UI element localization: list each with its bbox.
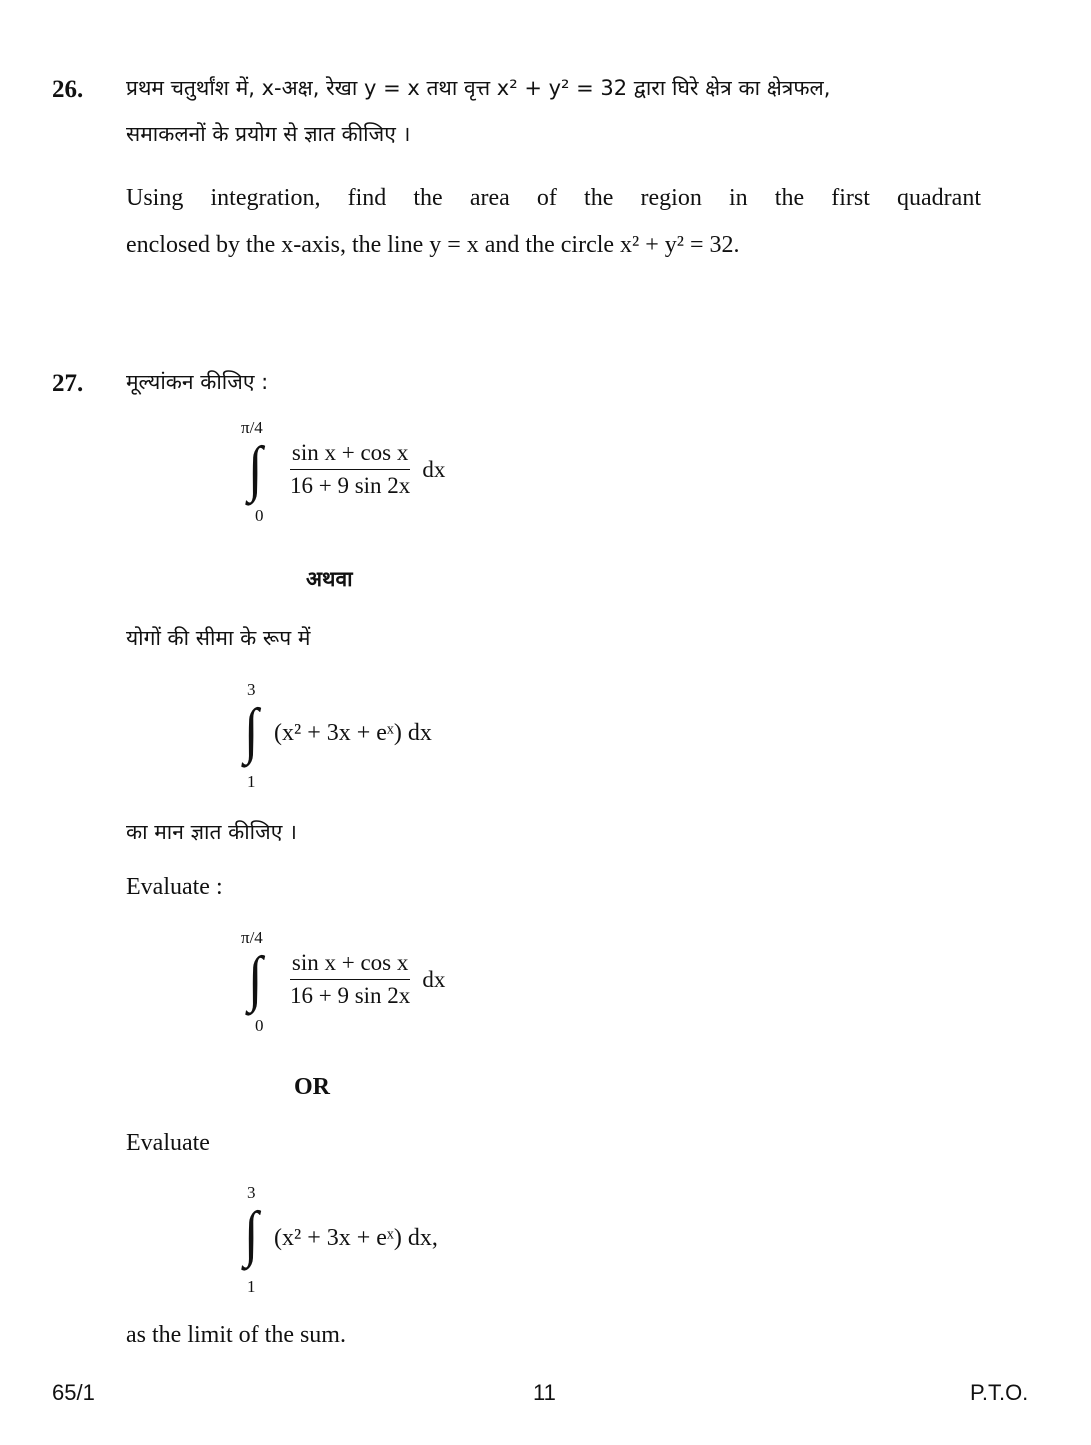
integral-upper-limit: π/4	[241, 928, 263, 947]
integral-sign: ∫	[244, 697, 259, 765]
q27-hindi-limit-sum: योगों की सीमा के रूप में	[126, 626, 311, 650]
paper-code: 65/1	[52, 1380, 95, 1405]
differential: dx	[422, 966, 446, 992]
q26-english-line1: Using integration, find the area of the region in the first quadrant	[126, 185, 981, 211]
q27-english-limit-sum: as the limit of the sum.	[126, 1322, 346, 1348]
integral-expression-2	[240, 680, 500, 795]
question-number-26: 26.	[52, 76, 84, 103]
differential: dx	[422, 456, 446, 482]
integrand-fraction	[288, 440, 445, 499]
integral-lower-limit: 1	[247, 772, 256, 791]
q26-english-line2: enclosed by the x-axis, the line y = x and the circle x² + y² = 32.	[126, 232, 740, 258]
integral-expression-4	[240, 1183, 510, 1298]
fraction-numerator: sin x + cos x	[290, 950, 410, 980]
q26-hindi-line1: प्रथम चतुर्थांश में, x-अक्ष, रेखा y = x तथा वृत्त x² + y² = 32 द्वारा घिरे क्षेत्र का क्षेत्रफल,	[126, 76, 831, 100]
question-number-27: 27.	[52, 370, 84, 397]
fraction-denominator: 16 + 9 sin 2x	[290, 983, 411, 1008]
integral-upper-limit: 3	[247, 680, 256, 699]
integral-upper-limit: π/4	[241, 418, 263, 437]
q27-english-evaluate-2: Evaluate	[126, 1130, 210, 1156]
integral-sign: ∫	[248, 435, 263, 503]
integral-lower-limit: 1	[247, 1277, 256, 1296]
q26-hindi-line2: समाकलनों के प्रयोग से ज्ञात कीजिए ।	[126, 122, 411, 146]
integral-sign: ∫	[248, 945, 263, 1013]
pto-label: P.T.O.	[970, 1380, 1029, 1405]
integral-lower-limit: 0	[255, 506, 264, 525]
q27-hindi-evaluate: मूल्यांकन कीजिए :	[126, 370, 269, 394]
integrand: (x² + 3x + eˣ) dx,	[274, 1225, 438, 1251]
integral-lower-limit: 0	[255, 1016, 264, 1035]
integral-expression-1	[240, 418, 500, 533]
integral-upper-limit: 3	[247, 1183, 256, 1202]
q27-english-evaluate: Evaluate :	[126, 874, 223, 900]
integrand: (x² + 3x + eˣ) dx	[274, 720, 432, 746]
fraction-numerator: sin x + cos x	[290, 440, 410, 470]
hindi-or-heading: अथवा	[306, 567, 353, 591]
integrand-fraction	[288, 950, 445, 1009]
integral-sign: ∫	[244, 1200, 259, 1268]
q27-hindi-find-value: का मान ज्ञात कीजिए ।	[126, 820, 297, 844]
page-number: 11	[533, 1380, 556, 1405]
english-or-heading: OR	[294, 1074, 330, 1100]
integral-expression-3	[240, 928, 500, 1043]
fraction-denominator: 16 + 9 sin 2x	[290, 473, 411, 498]
